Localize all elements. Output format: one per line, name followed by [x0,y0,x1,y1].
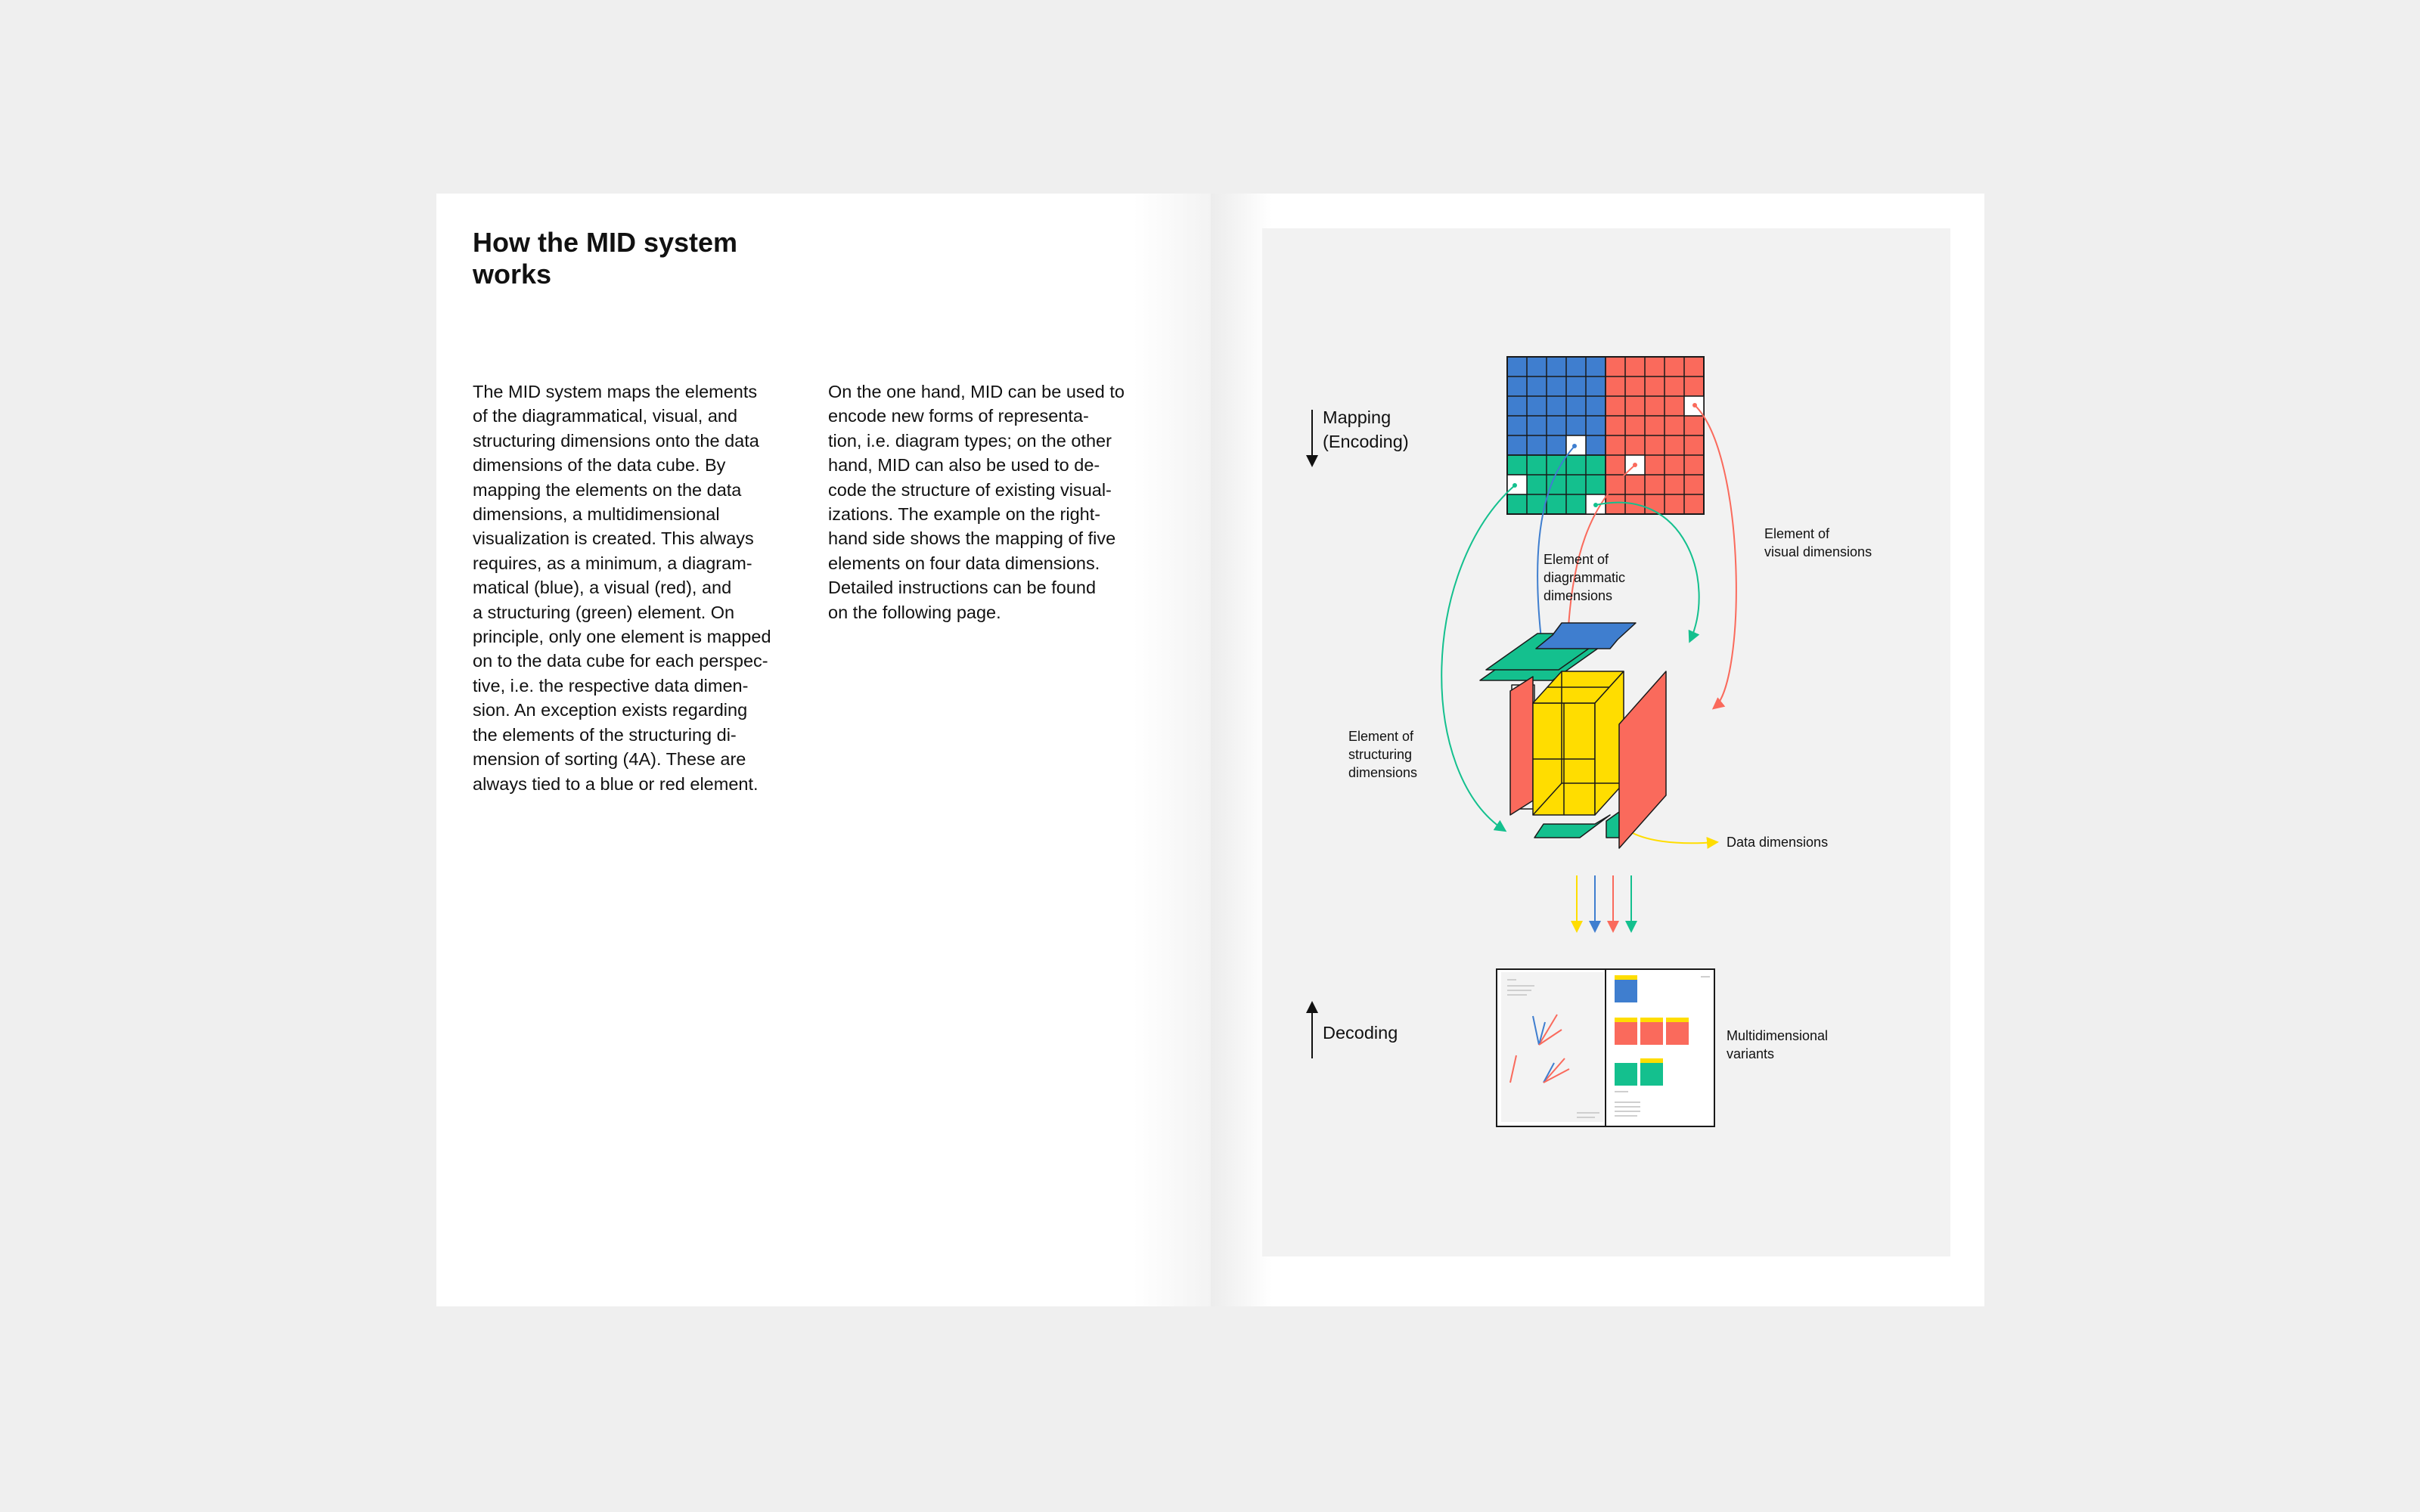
visual-dimension-label: Element of visual dimensions [1764,526,1872,559]
data-cube [1480,623,1666,848]
mid-system-diagram [1262,228,1950,1256]
multidimensional-variants-label: Multidimensional variants [1727,1028,1829,1061]
variants-thumbnail [1497,969,1714,1126]
page-title: How the MID system works [473,227,738,290]
body-text-column-2: On the one hand, MID can be used to encode new forms of representa- tion, i.e. diagram types; on the other hand, MID can also be used to de- code the structure of existing visual- izations. The example on the right- hand side shows the mapping of five elements on four data dimensions. Detailed instructions can be found on the following page. [828,382,1125,622]
body-text-column-1: The MID system maps the elements of the diagrammatical, visual, and structuring dimensions onto the data dimensions of the data cube. By mapping the elements on the data dimensions, a multidimensional visualization is created. This always requires, as a minimum, a diagram- matical (blue), a visual (red), and a structuring (green) element. On principle, only one element is mapped on to the data cube for each perspec- tive, i.e. the respective data dimen- sion. An exception exists regarding the elements of the structuring di- mension of sorting (4A). These are always tied to a blue or red element. [473,382,771,794]
right-page [1211,194,1984,1306]
decoding-arrows [1577,875,1631,930]
book-spread [436,194,1984,1306]
left-page [436,194,1211,1306]
element-matrix-grid [1507,357,1704,514]
structuring-dimension-label: Element of structuring dimensions [1348,729,1418,780]
data-dimensions-label: Data dimensions [1727,835,1829,850]
diagram-panel [1262,228,1950,1256]
mapping-label: Mapping (Encoding) [1323,407,1409,451]
decoding-label: Decoding [1323,1023,1398,1043]
diagrammatic-dimension-label: Element of diagrammatic dimensions [1544,552,1626,603]
